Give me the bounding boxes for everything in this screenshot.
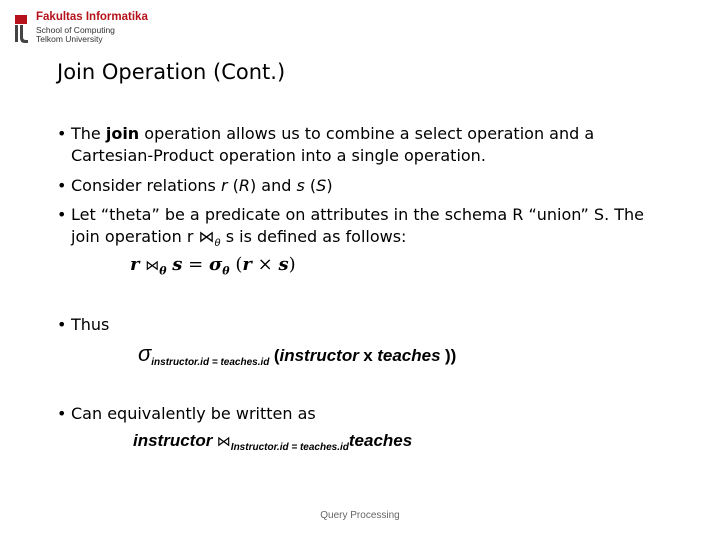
theta-subscript: θ bbox=[222, 264, 230, 278]
slide-title: Join Operation (Cont.) bbox=[57, 60, 286, 84]
bullet-text: Can equivalently be written as bbox=[71, 404, 316, 423]
bullet-italic-term: r bbox=[220, 176, 228, 195]
formula-r: r bbox=[242, 254, 252, 275]
bullet-text bbox=[57, 123, 657, 167]
bullet-bold-term: join bbox=[105, 124, 140, 143]
formula-r: r bbox=[130, 254, 140, 275]
bullet-text-part: ) bbox=[326, 176, 333, 195]
logo-text bbox=[36, 12, 148, 44]
formula-s: s bbox=[172, 254, 183, 275]
bullet-thus bbox=[57, 314, 657, 336]
bullet-italic-term: S bbox=[316, 176, 327, 195]
join-predicate: Instructor.id = teaches.id bbox=[230, 442, 349, 454]
relation-instructor: instructor bbox=[279, 346, 359, 365]
cross-product-symbol: x bbox=[363, 346, 373, 365]
selection-predicate: instructor.id = teaches.id bbox=[151, 357, 270, 369]
theta-subscript: θ bbox=[214, 238, 221, 250]
logo-faculty-name: Fakultas Informatika bbox=[36, 11, 148, 23]
bullet-icon: • bbox=[57, 404, 67, 423]
bullet-join-definition bbox=[57, 123, 657, 167]
logo-university-name: Telkom University bbox=[36, 34, 103, 44]
bullet-text bbox=[57, 204, 657, 255]
join-equivalent-formula bbox=[133, 431, 412, 453]
select-cartesian-formula bbox=[138, 341, 456, 368]
bullet-icon: • bbox=[57, 176, 67, 195]
bullet-icon: • bbox=[57, 124, 67, 143]
bullet-theta-join bbox=[57, 204, 657, 255]
relation-instructor: instructor bbox=[133, 431, 213, 450]
relation-teaches: teaches bbox=[348, 431, 413, 450]
bullet-text-part: ) and bbox=[249, 176, 297, 195]
equals-sign: = bbox=[188, 254, 204, 275]
bullet-consider-relations bbox=[57, 175, 657, 197]
open-paren: ( bbox=[273, 346, 280, 365]
open-paren: ( bbox=[235, 254, 243, 275]
bullet-text-part: ( bbox=[304, 176, 317, 195]
times-symbol: × bbox=[257, 254, 273, 275]
bullet-icon: • bbox=[57, 315, 67, 334]
formula-s: s bbox=[278, 254, 289, 275]
join-symbol: ⋈ bbox=[145, 258, 160, 274]
sigma-symbol: σ bbox=[138, 341, 152, 366]
close-paren: )) bbox=[445, 346, 457, 365]
slide-footer: Query Processing bbox=[320, 510, 400, 521]
bullet-text: Thus bbox=[71, 315, 110, 334]
bullet-text-part: ( bbox=[227, 176, 239, 195]
bullet-text bbox=[57, 175, 657, 197]
join-symbol: ⋈ bbox=[216, 433, 231, 449]
bullet-text-part: The bbox=[71, 124, 106, 143]
university-logo bbox=[14, 12, 154, 48]
relation-teaches: teaches bbox=[377, 346, 441, 365]
bullet-italic-term: s bbox=[296, 176, 305, 195]
logo-school-name: School of Computing bbox=[36, 24, 115, 35]
bullet-text-part: s is defined as follows: bbox=[220, 227, 407, 246]
theta-subscript: θ bbox=[159, 264, 167, 278]
bullet-text-part: operation allows us to combine a select operation and a Cartesian-Product operation into a single operation. bbox=[71, 124, 595, 165]
bullet-equivalent bbox=[57, 403, 657, 425]
close-paren: ) bbox=[288, 254, 296, 275]
sigma-symbol: σ bbox=[209, 254, 223, 275]
bullet-icon: • bbox=[57, 205, 67, 224]
telkom-logo-icon bbox=[14, 14, 36, 44]
bullet-text-part: Let “theta” be a predicate on attributes in the schema R “union” S. The join operation r bbox=[71, 205, 645, 246]
bullet-italic-term: R bbox=[238, 176, 250, 195]
join-symbol: ⋈ bbox=[198, 227, 215, 246]
theta-join-definition-formula bbox=[130, 254, 296, 278]
bullet-text-part: Consider relations bbox=[71, 176, 221, 195]
